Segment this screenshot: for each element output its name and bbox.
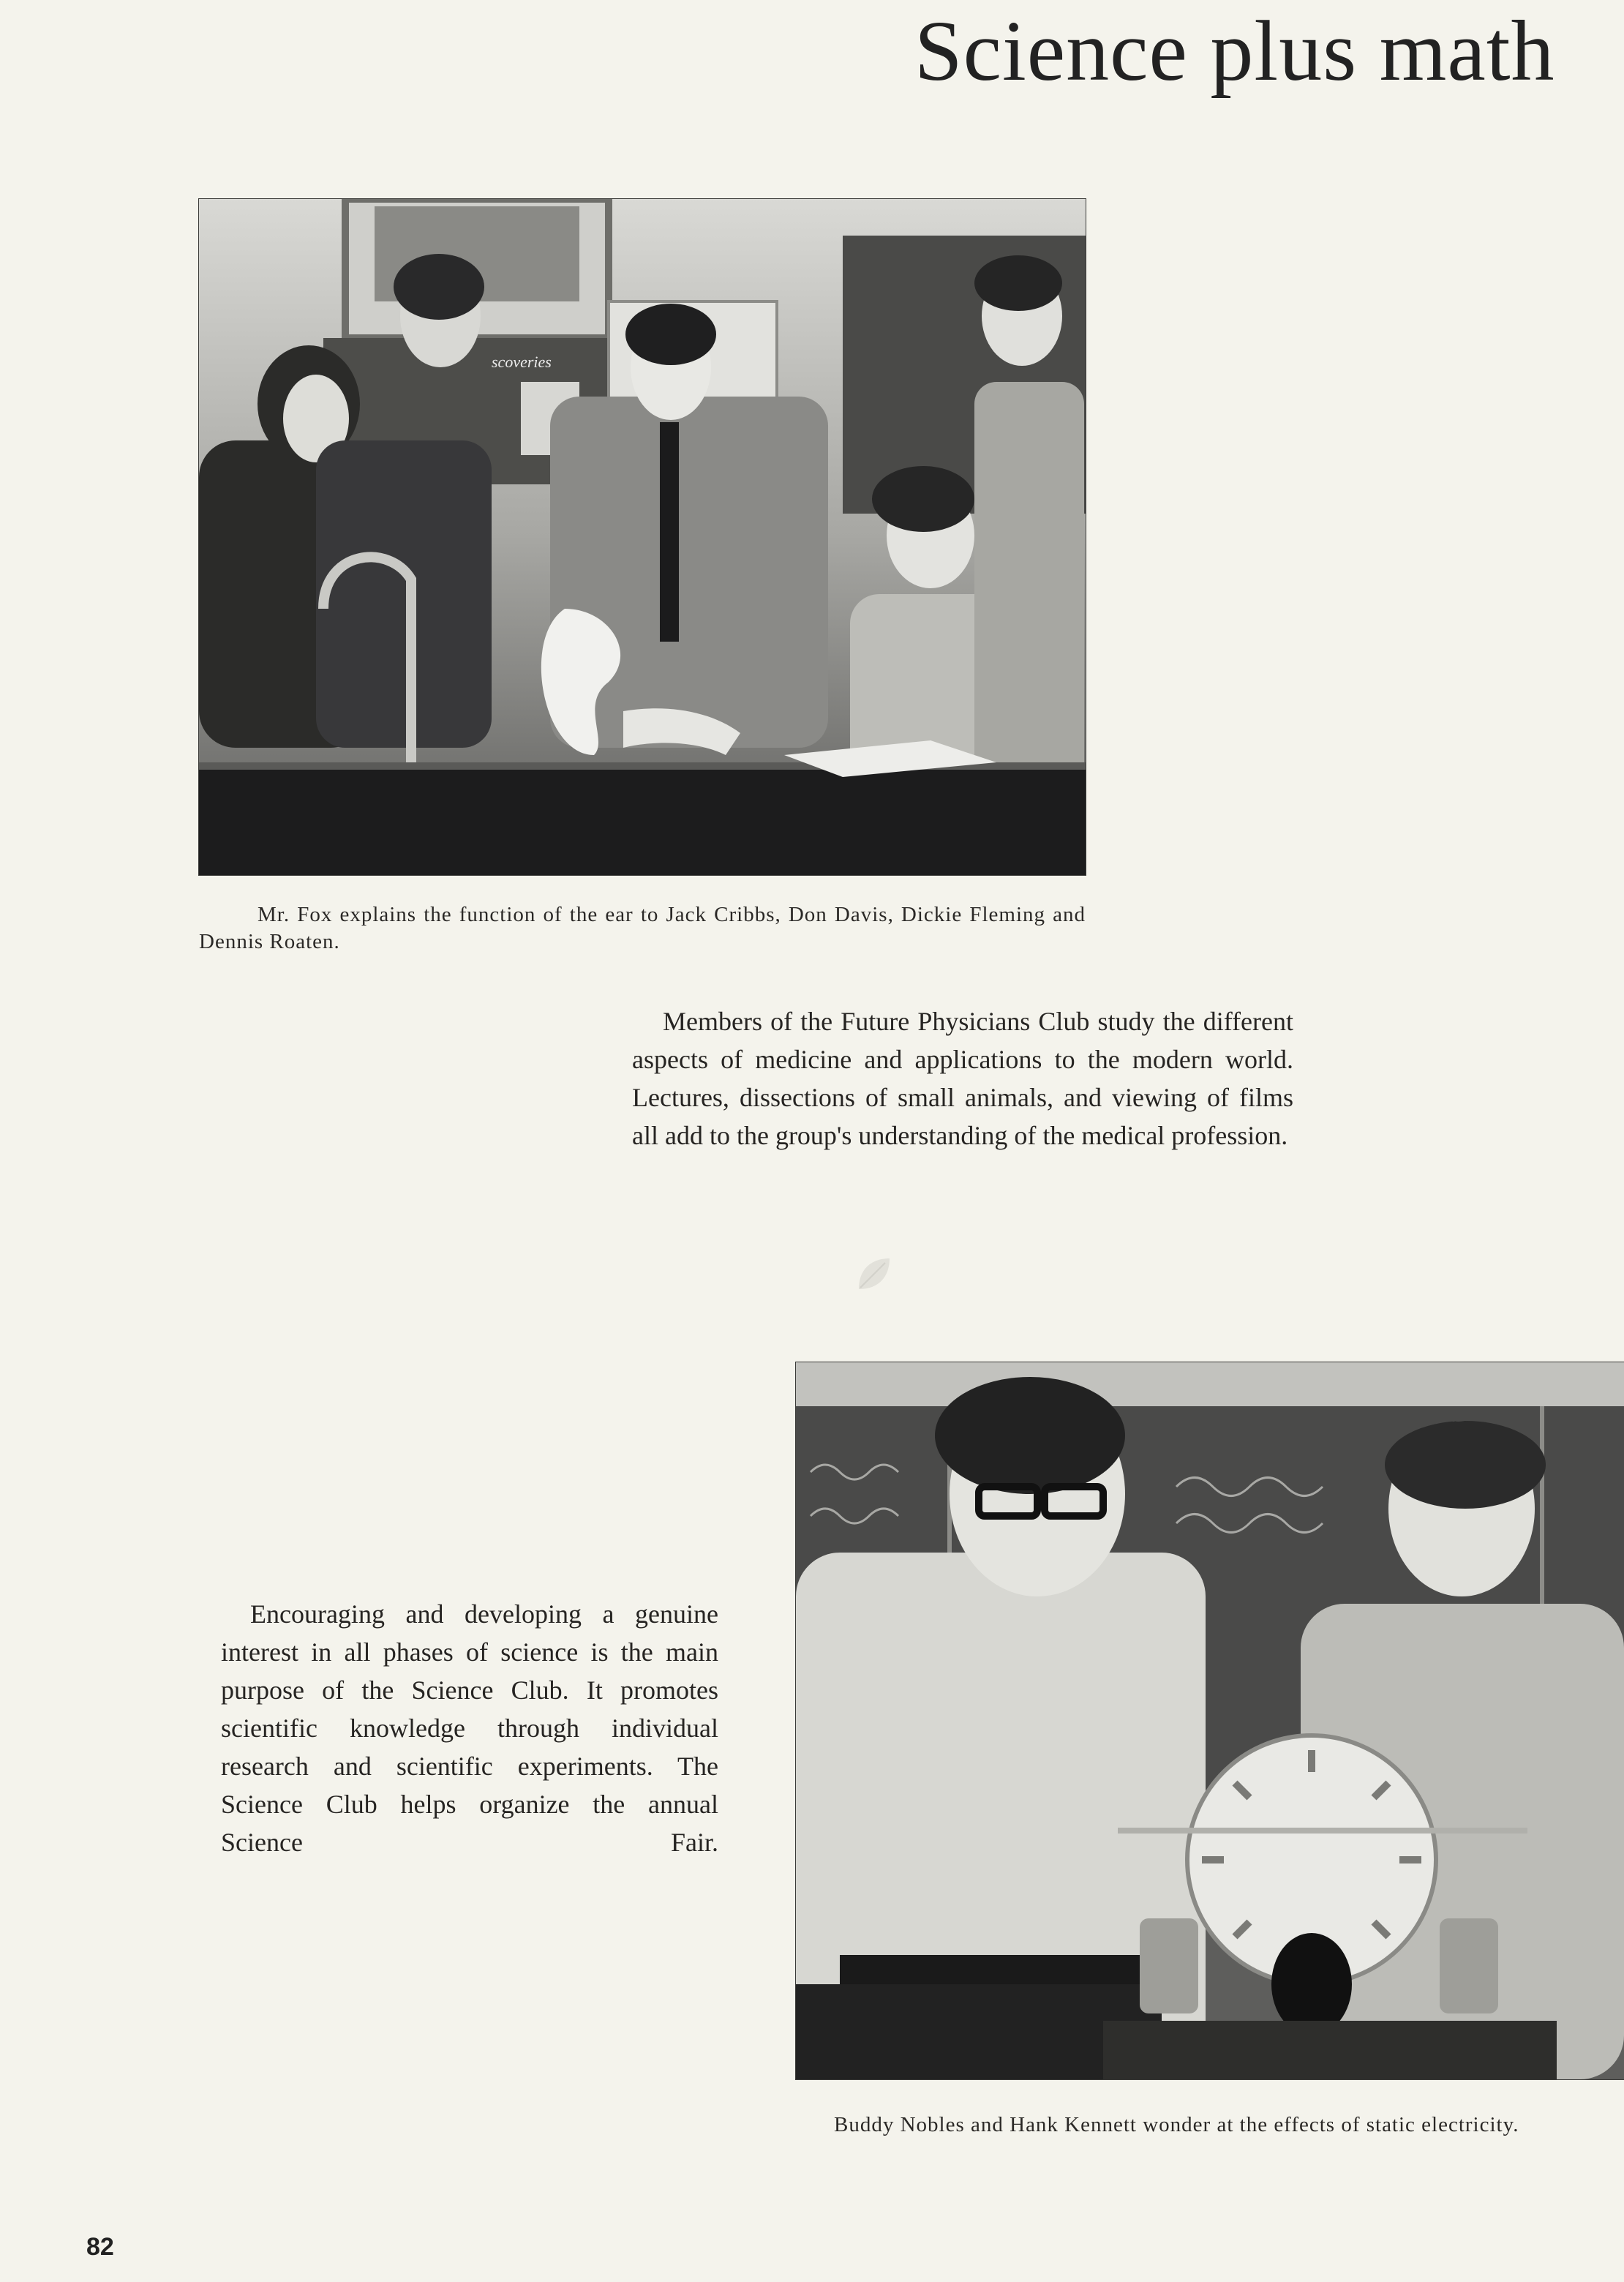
future-physicians-paragraph: Members of the Future Physicians Club study the different aspects of medicine and applications to the modern world. Lectures, dissections of small animals, and viewing of films all add to the group's understanding of the medical profession. bbox=[632, 1007, 1293, 1150]
page-number: 82 bbox=[86, 2233, 114, 2261]
science-club-illustration bbox=[796, 1362, 1624, 2079]
future-physicians-photo bbox=[199, 199, 1086, 875]
photo2-caption: Buddy Nobles and Hank Kennett wonder at the effects of static electricity. bbox=[834, 2113, 1519, 2136]
science-club-paragraph: Encouraging and developing a genuine interest in all phases of science is the main purpose of the Science Club. It promotes scientific knowledge through individual research and scientific experiments. The Science Club helps organize the annual Science Fair. bbox=[221, 1599, 718, 1857]
photo1-caption: Mr. Fox explains the function of the ear to Jack Cribbs, Don Davis, Dickie Fleming and Dennis Roaten. bbox=[199, 903, 1086, 953]
science-club-photo bbox=[796, 1362, 1624, 2079]
board-label: scoveries bbox=[492, 353, 552, 371]
future-physicians-illustration bbox=[199, 199, 1086, 875]
leaf-watermark-icon bbox=[852, 1253, 895, 1296]
page-title: Science plus math bbox=[914, 3, 1555, 99]
